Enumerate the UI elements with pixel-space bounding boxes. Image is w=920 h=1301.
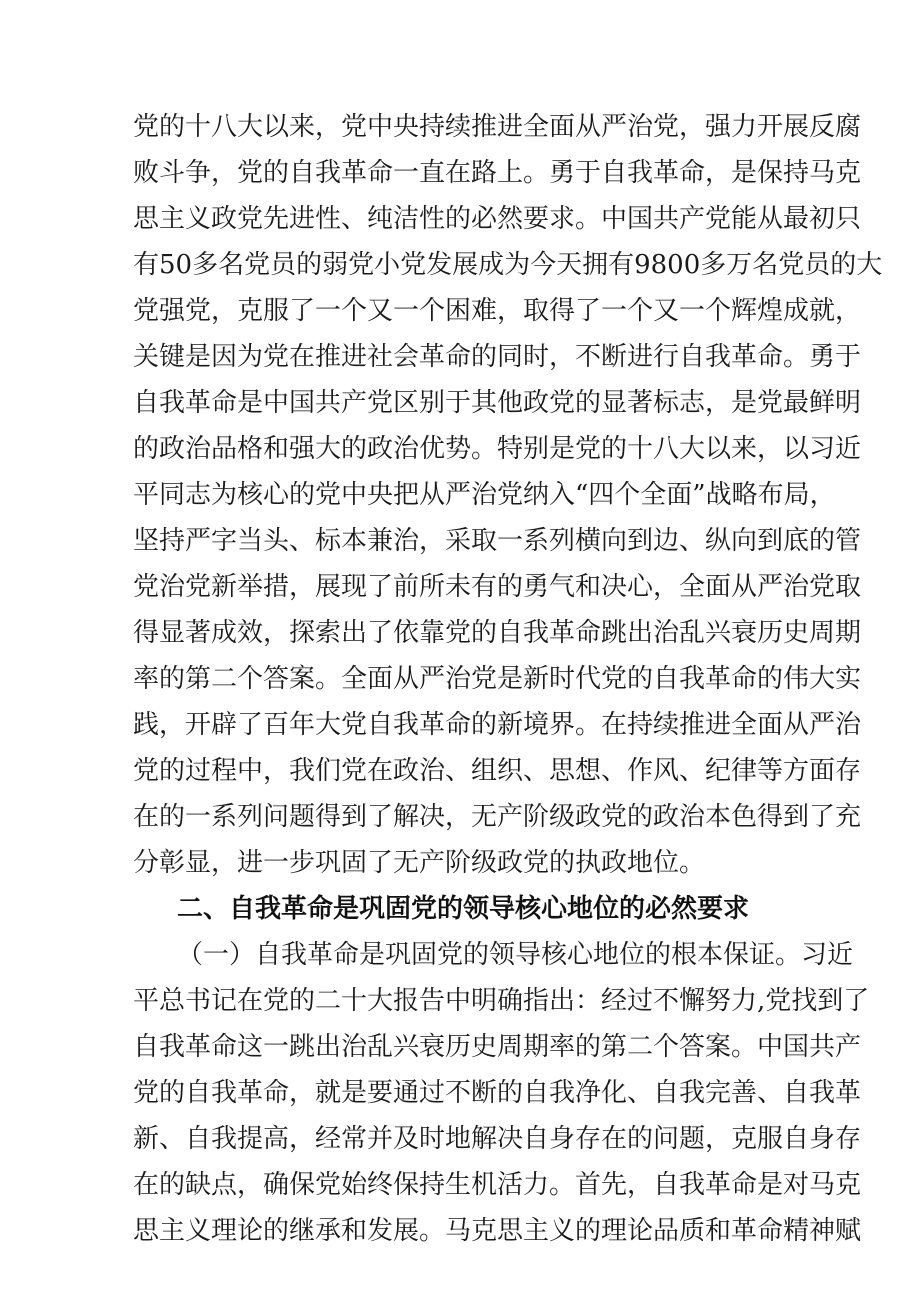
paragraph-line: 率的第二个答案。全面从严治党是新时代党的自我革命的伟大实: [133, 664, 862, 694]
paragraph-line: 自我革命这一跳出治乱兴衰历史周期率的第二个答案。中国共产: [133, 1032, 862, 1062]
paragraph-line: 党的过程中，我们党在政治、组织、思想、作风、纪律等方面存: [133, 756, 862, 786]
paragraph-line: 践，开辟了百年大党自我革命的新境界。在持续推进全面从严治: [133, 710, 862, 740]
paragraph-line: 思主义理论的继承和发展。马克思主义的理论品质和革命精神赋: [133, 1216, 862, 1246]
paragraph-line: 在的一系列问题得到了解决，无产阶级政党的政治本色得到了充: [133, 802, 862, 832]
paragraph-line: 平总书记在党的二十大报告中明确指出：经过不懈努力,党找到了: [133, 986, 870, 1016]
paragraph-line: 新、自我提高，经常并及时地解决自身存在的问题，克服自身存: [133, 1124, 862, 1154]
paragraph-line: 分彰显，进一步巩固了无产阶级政党的执政地位。: [133, 848, 706, 878]
paragraph-line: 党的十八大以来，党中央持续推进全面从严治党，强力开展反腐: [133, 112, 862, 142]
paragraph-line: 平同志为核心的党中央把从严治党纳入“四个全面”战略布局，: [133, 480, 836, 510]
paragraph-line: 在的缺点，确保党始终保持生机活力。首先，自我革命是对马克: [133, 1170, 862, 1200]
paragraph-line: 坚持严字当头、标本兼治，采取一系列横向到边、纵向到底的管: [133, 526, 862, 556]
paragraph-line: 得显著成效，探索出了依靠党的自我革命跳出治乱兴衰历史周期: [133, 618, 862, 648]
paragraph-line: 党强党，克服了一个又一个困难，取得了一个又一个辉煌成就，: [133, 296, 862, 326]
paragraph-line: 有50多名党员的弱党小党发展成为今天拥有9800多万名党员的大: [133, 250, 883, 280]
paragraph-line: 关键是因为党在推进社会革命的同时，不断进行自我革命。勇于: [133, 342, 862, 372]
paragraph-line: 思主义政党先进性、纯洁性的必然要求。中国共产党能从最初只: [133, 204, 862, 234]
paragraph-line: 党治党新举措，展现了前所未有的勇气和决心，全面从严治党取: [133, 572, 862, 602]
section-heading: 二、自我革命是巩固党的领导核心地位的必然要求: [176, 894, 749, 924]
paragraph-line: 的政治品格和强大的政治优势。特别是党的十八大以来，以习近: [133, 434, 862, 464]
paragraph-line: 党的自我革命，就是要通过不断的自我净化、自我完善、自我革: [133, 1078, 862, 1108]
paragraph-line: 自我革命是中国共产党区别于其他政党的显著标志，是党最鲜明: [133, 388, 862, 418]
paragraph-line: 败斗争，党的自我革命一直在路上。勇于自我革命，是保持马克: [133, 158, 862, 188]
paragraph-line: （一）自我革命是巩固党的领导核心地位的根本保证。习近: [177, 940, 854, 970]
